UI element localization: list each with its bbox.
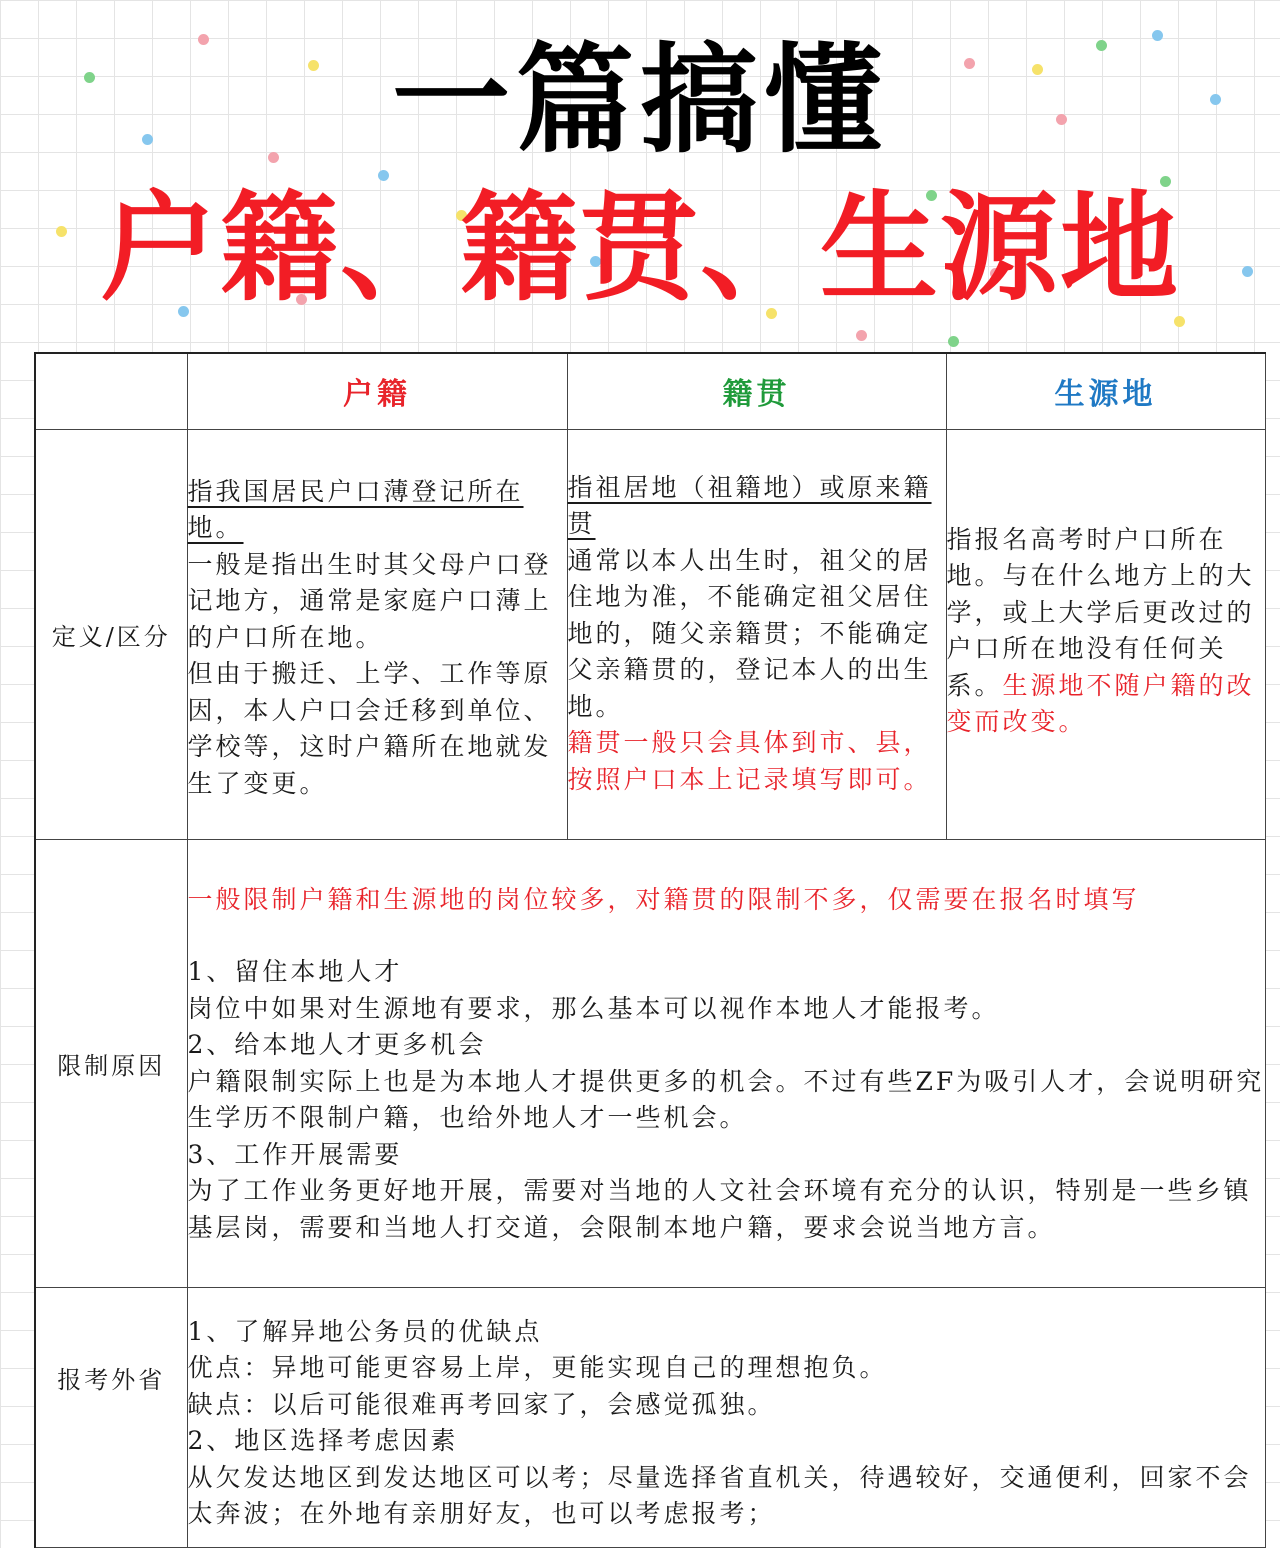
restriction-heading-1: 1、留住本地人才: [187, 957, 403, 986]
shengyuandi-highlight: 生源地不随户籍的改变而改变。: [946, 670, 1255, 736]
header-huji: 户籍: [187, 353, 567, 429]
confetti-dot: [856, 330, 867, 341]
shengyuandi-body: 指报名高考时户口所在地。与在什么地方上的大学，或上大学后更改过的户口所在地没有任何关系。: [946, 524, 1255, 700]
page-title: 一篇搞懂: [391, 31, 888, 169]
cell-other-province: [187, 1287, 1265, 1547]
header-jiguan: 籍贯: [567, 353, 946, 429]
restriction-text-3: 为了工作业务更好地开展，需要对当地的人文社会环境有充分的认识，特别是一些乡镇基层岗，需要和当地人打交道，会限制本地户籍，要求会说当地方言。: [187, 1176, 1252, 1242]
other-province-line-5: 从欠发达地区到发达地区可以考；尽量选择省直机关，待遇较好，交通便利，回家不会太奔波；在外地有亲朋好友，也可以考虑报考；: [187, 1462, 1252, 1528]
comparison-table: [34, 352, 1266, 1548]
huji-lead: 指我国居民户口薄登记所在地。: [187, 476, 524, 543]
confetti-dot: [948, 336, 959, 347]
page-subtitle: 户籍、籍贯、生源地: [99, 179, 1180, 317]
cell-restriction: [187, 839, 1265, 1287]
restriction-text-1: 岗位中如果对生源地有要求，那么基本可以视作本地人才能报考。: [187, 993, 1000, 1023]
restriction-heading-3: 3、工作开展需要: [187, 1139, 403, 1169]
cell-huji-definition: [187, 429, 567, 839]
row-label-other-province: 报考外省: [35, 1287, 187, 1547]
table-row-definition: [35, 429, 1265, 839]
restriction-intro: 一般限制户籍和生源地的岗位较多，对籍贯的限制不多，仅需要在报名时填写: [187, 884, 1140, 914]
jiguan-lead: 指祖居地（祖籍地）或原来籍贯: [567, 472, 932, 539]
cell-jiguan-definition: [567, 429, 946, 839]
other-province-line-4: 2、地区选择考虑因素: [187, 1426, 459, 1455]
jiguan-highlight: 籍贯一般只会具体到市、县，按照户口本上记录填写即可。: [567, 728, 932, 794]
row-label-definition: 定义/区分: [35, 429, 187, 839]
restriction-heading-2: 2、给本地人才更多机会: [187, 1030, 487, 1059]
header-empty-cell: [35, 353, 187, 429]
header-shengyuandi: 生源地: [946, 353, 1265, 429]
table-row-restriction: [35, 839, 1265, 1287]
other-province-line-2: 优点：异地可能更容易上岸，更能实现自己的理想抱负。: [187, 1353, 888, 1382]
restriction-text-2: 户籍限制实际上也是为本地人才提供更多的机会。不过有些ZF为吸引人才，会说明研究生学历不限制户籍，也给外地人才一些机会。: [187, 1066, 1265, 1132]
table-header-row: [35, 353, 1265, 429]
cell-shengyuandi-definition: [946, 429, 1265, 839]
other-province-line-3: 缺点：以后可能很难再考回家了，会感觉孤独。: [187, 1389, 776, 1419]
row-label-restriction: 限制原因: [35, 839, 187, 1287]
jiguan-body: 通常以本人出生时，祖父的居住地为准，不能确定祖父居住地的，随父亲籍贯；不能确定父亲籍贯的，登记本人的出生地。: [567, 545, 932, 721]
shengyuandi-text: [947, 522, 1265, 741]
other-province-line-1: 1、了解异地公务员的优缺点: [187, 1316, 543, 1346]
table-row-other-province: [35, 1287, 1265, 1547]
huji-note: 但由于搬迁、上学、工作等原因，本人户口会迁移到单位、学校等，这时户籍所在地就发生了变更。: [187, 659, 552, 798]
huji-body: 一般是指出生时其父母户口登记地方，通常是家庭户口薄上的户口所在地。: [187, 549, 552, 652]
